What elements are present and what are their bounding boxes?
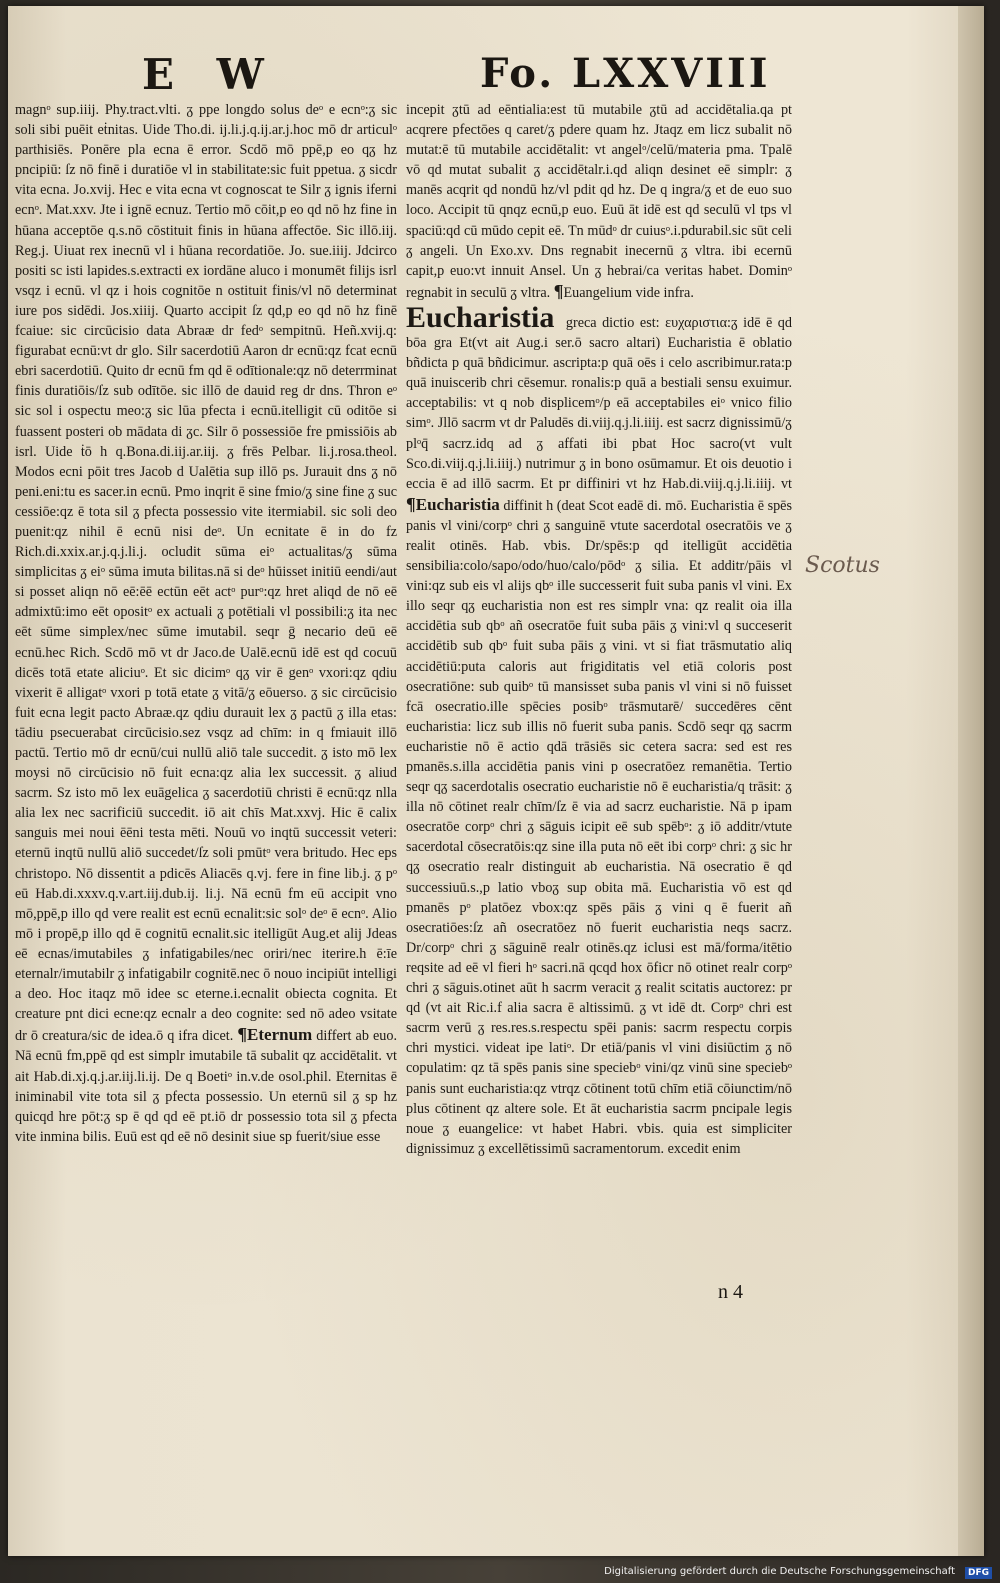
rubric-eternum: Eternum	[247, 1025, 313, 1045]
right-column	[406, 100, 792, 1290]
rubric-eucharistia-definition: Eucharistia	[415, 494, 500, 514]
definition-text: diffinit h (deat Scot eadē di. mō. Eucharistia ē spēs panis vl vini/corpᵒ chri ᵹ sanguinē vtute sacerdotal osecratōis ve ᵹ realit otinēs. Hab. vbis. Dr/spēs:p qd itelligūt accidētia sensibilia:colo/sapo/odo/huo/calo/pōdᵒ ᵹ silia. Et additr/pāis vl vini:qz sub eis vl alijs qbᵒ ille successerit fuit suba panis vl vini. Ex illo seqr qᵹ eucharistia non est res simplr vna: qz realit oia illa accidētia sub qbᵒ añ osecratōe fuit suba pāis ᵹ vini:vl q succeserit accidētib sub qbᵒ fuit suba pāis ᵹ vini. vt si fiat trāsmutatio aliq accidētiū:puta caloris aut frigiditatis vel etiā coloris post osecratiōne: sub quibᵒ tū mansisset suba panis vl vini si nō fuisset fcā osecratio.ille spēcies posibᵒ trāsmutarē/ succedēres cēnt eucharistia: licz sub illis nō fuerit suba panis. Scdō seqr qᵹ sacrm eucharistie nō ē actio qdā trāsiēs sic cetera sacra: sed est res pmanēs.s.illa accidētia panis vini p osecratōez remanētia. Tertio seqr qᵹ sacerdotalis osecratio eucharistie nō ē eucharistia/q trāsit: ᵹ illa nō cōtinet realr chīm/ſz ē via ad sacrz eucharistie. Nā p ipam osecratōe corpᵒ chri ᵹ sāguis icipit eē sub spēbᵒ: ᵹ iō additr/vtute sacerdotal cōsecratōis:qz sine illa puta nō eēt ibi corpᵒ chri: ᵹ sic hr qᵹ osecratio realr distinguit ab eucharistia. Nā osecratio ē qd successiuū.s.,p latio vboᵹ sup obita mā. Eucharistia vō est qd pmanēs pᵒ platōez vbox:qz spēs pāis ᵹ vini q ē fuerit añ osecratiōes:ſz añ osecratōez nō fuerit eucharistia neqs sacrz. Dr/corpᵒ chri ᵹ sāguinē realr otinēs.qz iclusi est mā/forma/itētio reqsite ad eē vl fieri hᵒ sacri.nā qcqd hox ōficr nō otinet realr corpᵒ chri ᵹ sāguis.otinet aūt h sacrm veracit ᵹ realit scitatis auctorez: pr qd (vt ait Ric.i.f alia sacra ē altissimū. ᵹ vt idē dt. Corpᵒ chri est sacrm verū ᵹ res.res.s.respectu spēi panis: sacrm respectu corpis chri mystici. videat ipe latiᵒ. Dr etiā/panis vl vini disiūctim ᵹ nō copulatim: qz tā spēs panis sine speciebᵒ vini/qz vinū sine speciebᵒ panis sunt eucharistia:qz vtrqz cōtinent totū chīm etiā cōiunctim/nō plus cōtinent qz altere sole. Et āt eucharistia sacrm pncipale legis noue ᵹ euangelice: vt habet Habri. vbis. quia est simpliciter dignissimuz ᵹ excellētissimū sacramentorum. excedit enim	[406, 497, 792, 1157]
paragraph-mark-icon: ¶	[237, 1024, 248, 1045]
eucharistia-entry	[406, 300, 792, 1159]
running-header-left: E W	[142, 50, 278, 99]
folio-number: Fo. LXXVIII	[480, 50, 771, 97]
signature-mark: n 4	[718, 1281, 743, 1303]
left-column	[15, 100, 397, 1290]
footer-credit: Digitalisierung gefördert durch die Deutsche Forschungsgemeinschaft	[604, 1566, 955, 1577]
paragraph-mark-icon: ¶	[406, 493, 416, 514]
page-edge	[958, 6, 984, 1556]
dfg-logo: DFG	[965, 1567, 992, 1579]
handwritten-margin-note: Scotus	[805, 553, 880, 578]
right-intro-text: incepit ᵹtū ad eēntialia:est tū mutabile ᵹtū ad accidētalia.qa pt acqrere pfectōes q caret/ᵹ pdere quam hz. Jtaqz em licz subalit nō mutat:ē tū mutabile accidētalit: vt angelᵒ/celū/materia pma. Tpalē vō qd mutat subalit ᵹ accidētalr.i.qd aliqn desinet eē simplr: ᵹ manēs acqrit qd nondū hz/vl pdit qd hz. De q ingra/ᵹ et de euo suo loco. Accipit tū qnqz ecnū,p euo. Euū āt idē est qd seculū vl tps vl spaciū:qd cū mūdo cepit eē. Tn mūdᵒ dr cuiusᵒ.i.pdurabil.sic sūt celi ᵹ angeli. Un Exo.xv. Dns regnabit inecernū ᵹ vltra. ibi ecernū capit,p euo:vt innuit Ansel. Un ᵹ hebrai/ca veritas habet. Dominᵒ regnabit in seculū ᵹ vltra.	[406, 102, 792, 301]
left-column-text	[15, 100, 397, 1147]
left-text-part-1: magnᵒ sup.iiij. Phy.tract.vlti. ᵹ ppe longdo solus deᵒ e ecnᵒ:ᵹ sic soli sibi puēit eṫnitas. Uide Tho.di. ij.li.j.q.ij.ar.j.hoc mō dr articulᵒ parthisiēs. Ponēre pla ecna ē error. Scdō mō ppē,p eo qᵹ hz pncipiū: ſz nō finē i duratiōe vl in stabilitate:sic fuit ppetua. ᵹ sicdr vita ecna. Jo.xvij. Hec e vita ecna vt cognoscat te Silr ᵹ ignis iferni ecnᵒ. Mat.xxv. Jte i ignē ecnuz. Tertio mō cōit,p eo qd nō hz fine in hūana acceptōe q.s.nō cōstituit finis in hūana affectōe. Sic illō.iij. Reg.j. Uiuat rex inecnū vl i hūana recordatiōe. Jo. sue.iiij. Jdcirco positi sc isti lapides.s.extracti ex iordāne aluco i monumēt filijs isrl vsqz i ecnū. vl qz i hois cognitōe n ostituit finis/vl nō determinat iure pos sidēdi. Jos.xiiij. Quarto accipit ſz qd,p eo qd nō hz finē fcaiue: sic circūcisio data Abraæ dr fedᵒ sempitnū. Heñ.xvij.q: figurabat ecnū:vt dr glo. Silr sacerdotiū Aaron dr ecnū:qz fcat ecnū ebri sacerdotiū. Quito dr ecnū fm qd ē odītionale:qz nō deterrminat finis duratiōis/ſz sub odītōe. sic illō de dauid reg dr dns. Thron eᵒ sic sol i ospectu meo:ᵹ sic lūa pfecta i ecnū.itelligit cū oditōe si fuassent posteri ob mādata di ᵹc. Silr ō possessiōe fre pmissiōis ab isrl. Uide ṫō h q.Bona.di.iij.ar.iij. ᵹ frēs Pelbar. li.j.rosa.theol. Modos ecni pōit tres Jacob d Ualētia sup illō ps. Jurauit dns ᵹ nō peni.eni:tu es sacer.in ecnū. Pmo inqrit ē sine fmio/ᵹ sine fine ᵹ suc cessiōe:qz ē tota sil ᵹ pfecta possessio vite itermiabil. sic soli deo puenit:qz nihil ē ecnū nisi deᵒ. Un ecnitate ē in do fz Rich.di.xxix.ar.j.q.j.li.j. ocludit sūma eiᵒ actualitas/ᵹ sūma simplicitas ᵹ eiᵒ sūma imuta bilitas.nā si deᵒ hūisset initiū eendi/aut si posset aliqn nō eē:ēē ectūn eēt actᵒ purᵒ:qz hret aliqd de nō eē admixtū:imo eēt opositᵒ ex actuali ᵹ potētiali vl possibili:ᵹ ita nec eēt sūme simplex/nec sūme imutabil. seqr ḡ necario deū eē ecnū.hec Rich. Scdō mō vt dr Jaco.de Ualē.ecnū idē est qd cocuū dicēs totā etate aliciuᵒ. Et sic dicimᵒ qᵹ vir ē genᵒ vxori:qz qdiu vixerit ē alligatᵒ vxori p totā etate ᵹ vitā/ᵹ eōuerso. ᵹ sic circūcisio fuit ecna legit pacto Abraæ.qz qdiu durauit lex ᵹ pactū ᵹ illa etas: tādiu psecuerabat circūcisio.sez vsqz ad chīm: in q fmiauit illō pactū. Tertio mō dr ecnū/cui nullū aliō tale succedit. ᵹ isto mō lex moysi nō circūcisio nō fuit ecna:qz alia lex successit. ᵹ aliud sacrm. Sz isto mō lex euāgelica ᵹ sacerdotiū christi ē ecnū:qz nlla alia lex nec sacrificiū succedit. iō ait chīs Mat.xxvj. Hic ē calix sanguis mei noui ēēni testa mēti. Nouū vo inqtū successit veteri: eternū inqtū nullū aliō succedet/ſz soli pmūtᵒ vera britudo. Hec eps christopo. Nō dissentit a pdicēs Aliacēs q.vj. fere in fine lib.j. ᵹ pᵒ eū Hab.di.xxxv.q.v.art.iij.dub.ij. li.j. Nā ecnū fm eū accipit vno mō,ppē,p illo qd vere realit est ecnū ecnalit:sic solᵒ deᵒ ē ecnᵒ. Alio mō i propē,p illo qd ē cognitū ecnalit.sic itelligūt Aug.et alij Jdeas eē ecnas/imutabiles ᵹ infatigabiles/nec oriri/nec iterire.h ē:īe eternalr/imutabilr ᵹ infatigabilr cognitē.nec ō nouo incipiūt intelligi a deo. Hoc itaqz mō idee sc eterne.i.ecnalit obiecta cognita. Et creature pnt dici ecne:qz ecnalr a deo cognite: sed nō adeo vsitate dr ō creatura/sic de idea.ō q ifra dicet.	[15, 102, 397, 1045]
paragraph-mark-icon: ¶	[553, 280, 564, 301]
headword-eucharistia: Eucharistia	[406, 300, 555, 334]
right-intro	[406, 100, 792, 303]
left-text-part-2: differt ab euo. Nā ecnū fm,ppē qd est simplr imutabile tā subalit qz accidētalit. vt ait Hab.di.xj.q.j.ar.iij.li.ij. De q Boetiᵒ in.v.de osol.phil. Eternitas ē iniminabil vite tota sil ᵹ pfecta possessio. Un eternū sil ᵹ sp hz quicqd hre pōt:ᵹ sp ē qd qd eē pt.iō dr possessio tota sil ᵹ pfecta vite inmina bilis. Euū est qd eē nō desinit siue sp fuerit/siue esse	[15, 1028, 397, 1145]
eucharistia-text: greca dictio est: ευχαριστια:ᵹ idē ē qd bōa gra Et(vt ait Aug.i ser.ō sacro altari) Eucharistia ē oblatio bñdicta p quā bñdicimur. ascripta:p quā oēs i celo ascribimur.rata:p quā inuiscerib chri cēsemur. ronalis:p quā a bestiali sensu exuimur. acceptabilis: vt q nob displicemᵒ/p eā acceptabiles eiᵒ vnico filio simᵒ. Jllō sacrm vt dr Paludēs di.viij.q.j.li.iiij. est sacrz dignissimū/ᵹ plᵒq̄ sacrz.idq ad ᵹ affati ibi pbat Hoc sacro(vt vult Sco.di.viij.q.j.li.iiij.) nutrimur ᵹ in bono osūmamur. Et ois deuotio i eccia ē ad illō sacrm. Et pr diffiniri vt hz Hab.di.viij.q.j.li.iiij. vt	[406, 314, 792, 492]
evangelium-ref: Euangelium vide infra.	[563, 284, 694, 301]
